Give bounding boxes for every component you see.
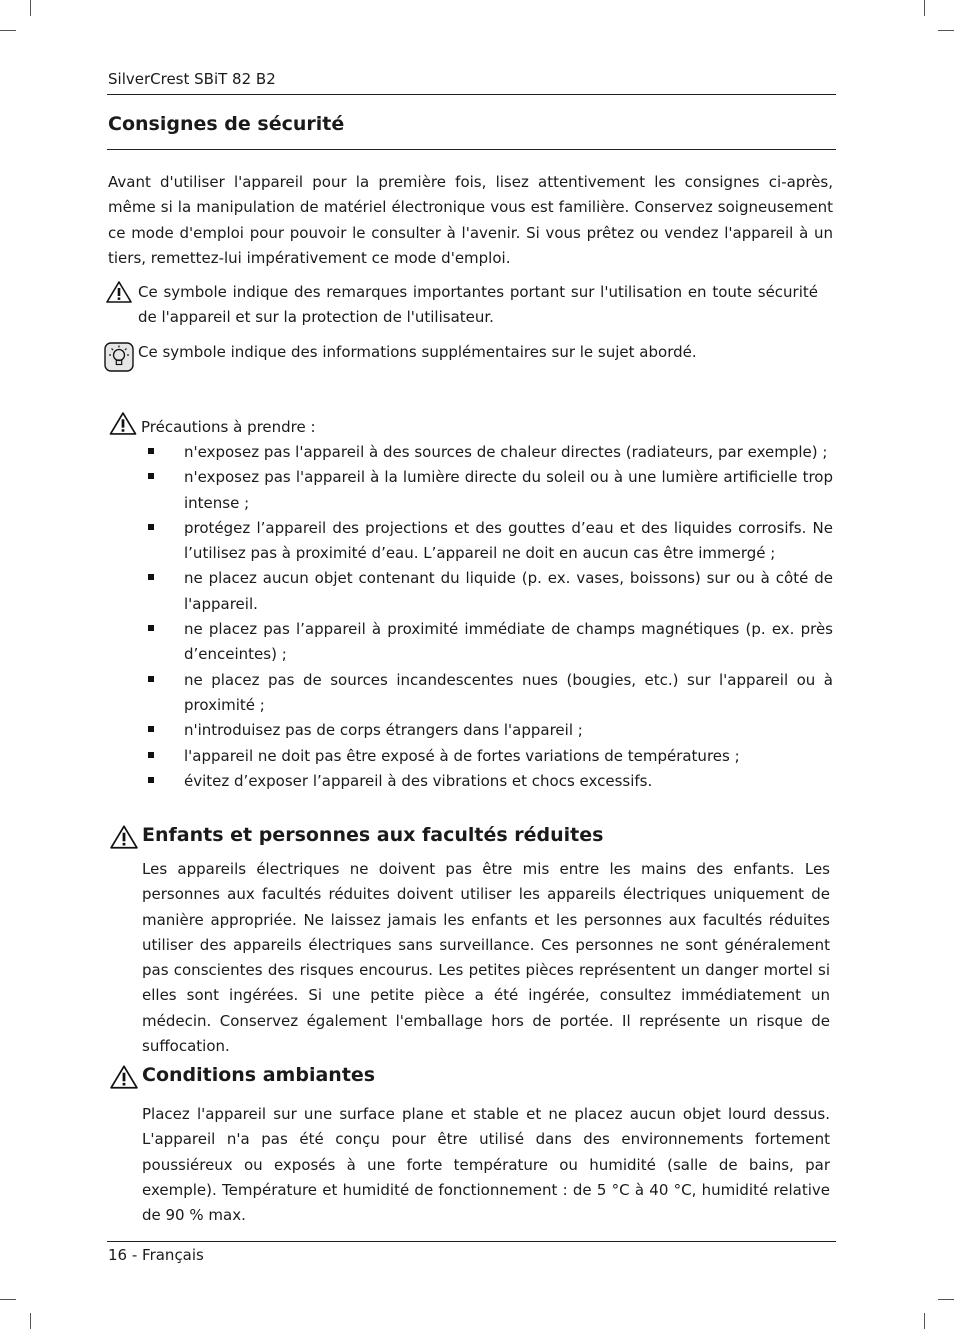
list-item	[141, 769, 833, 794]
warning-icon	[105, 280, 133, 304]
crop-mark	[30, 1313, 31, 1329]
intro-paragraph: Avant d'utiliser l'appareil pour la première fois, lisez attentivement les consignes ci-après, même si la manipulation de matériel électronique vous est familière. Conservez soigneusement ce mode d'emploi pour pouvoir le consulter à l'avenir. Si vous prêtez ou vendez l'appareil à un tiers, remettez-lui impérativement ce mode d'emploi.	[108, 173, 833, 267]
crop-mark	[938, 30, 954, 31]
ambient-section-title: Conditions ambiantes	[142, 1064, 376, 1086]
bullet-square	[148, 574, 154, 580]
footer-rule	[107, 1241, 836, 1242]
bullet-square	[148, 473, 154, 479]
list-item	[141, 668, 833, 719]
bullet-square	[148, 777, 154, 783]
list-item-text: ne placez pas de sources incandescentes nues (bougies, etc.) sur l'appareil ou à proximité ;	[184, 670, 833, 714]
warning-icon	[109, 1064, 139, 1090]
crop-mark	[30, 0, 31, 16]
info-symbol-text: Ce symbole indique des informations supplémentaires sur le sujet abordé.	[138, 343, 697, 361]
list-item	[141, 718, 833, 743]
list-item-text: ne placez pas l’appareil à proximité immédiate de champs magnétiques (p. ex. près d’enceintes) ;	[184, 620, 833, 664]
list-item	[141, 744, 833, 769]
crop-mark	[924, 1313, 925, 1329]
list-item	[141, 465, 833, 516]
crop-mark	[0, 30, 16, 31]
section-rule	[107, 149, 836, 150]
page-number: 16 - Français	[108, 1246, 204, 1264]
list-item-text: ne placez aucun objet contenant du liquide (p. ex. vases, boissons) sur ou à côté de l'appareil.	[184, 569, 833, 613]
bullet-square	[148, 625, 154, 631]
warning-icon	[108, 411, 138, 436]
list-item-text: n'exposez pas l'appareil à la lumière directe du soleil ou à une lumière artificielle trop intense ;	[184, 468, 833, 512]
lightbulb-icon	[104, 342, 134, 372]
list-item-text: l'appareil ne doit pas être exposé à de fortes variations de températures ;	[184, 746, 740, 765]
list-item	[141, 440, 833, 465]
list-item-text: n'introduisez pas de corps étrangers dans l'appareil ;	[184, 721, 583, 740]
children-section-title: Enfants et personnes aux facultés réduites	[142, 824, 604, 846]
list-item-text: évitez d’exposer l’appareil à des vibrations et chocs excessifs.	[184, 771, 653, 790]
ambient-paragraph: Placez l'appareil sur une surface plane et stable et ne placez aucun objet lourd dessus. L'appareil n'a pas été conçu pour être utilisé dans des environnements fortement poussiéreux ou exposés à une forte température ou humidité (salle de bains, par exemple). Température et humidité de fonctionnement : de 5 °C à 40 °C, humidité relative de 90 % max.	[142, 1105, 830, 1225]
bullet-square	[148, 448, 154, 454]
crop-mark	[924, 0, 925, 16]
header-rule	[107, 94, 836, 95]
bullet-square	[148, 726, 154, 732]
crop-mark	[938, 1299, 954, 1300]
list-item	[141, 516, 833, 567]
bullet-square	[148, 752, 154, 758]
list-item	[141, 566, 833, 617]
crop-mark	[0, 1299, 16, 1300]
list-item	[141, 617, 833, 668]
list-item-text: protégez l’appareil des projections et des gouttes d’eau et des liquides corrosifs. Ne l’utilisez pas à proximité d’eau. L’appareil ne doit en aucun cas être immergé ;	[184, 518, 833, 563]
warning-symbol-text: Ce symbole indique des remarques importantes portant sur l'utilisation en toute sécurité de l'appareil et sur la protection de l'utilisateur.	[138, 283, 818, 327]
children-paragraph: Les appareils électriques ne doivent pas être mis entre les mains des enfants. Les personnes aux facultés réduites doivent utiliser les appareils électriques uniquement de manière appropriée. Ne laissez jamais les enfants et les personnes aux facultés réduites utiliser des appareils électriques sans surveillance. Ces personnes ne sont généralement pas conscientes des risques encourus. Les petites pièces représentent un danger mortel si elles sont ingérées. Si une petite pièce a été ingérée, consultez immédiatement un médecin. Conservez également l'emballage hors de portée. Il représente un risque de suffocation.	[142, 860, 830, 1056]
section-title: Consignes de sécurité	[108, 113, 345, 135]
warning-icon	[109, 824, 139, 850]
precautions-label: Précautions à prendre :	[141, 418, 316, 436]
precautions-list	[141, 440, 833, 794]
bullet-square	[148, 676, 154, 682]
list-item-text: n'exposez pas l'appareil à des sources de chaleur directes (radiateurs, par exemple) ;	[184, 443, 828, 461]
header-title: SilverCrest SBiT 82 B2	[108, 70, 276, 88]
bullet-square	[148, 524, 154, 530]
